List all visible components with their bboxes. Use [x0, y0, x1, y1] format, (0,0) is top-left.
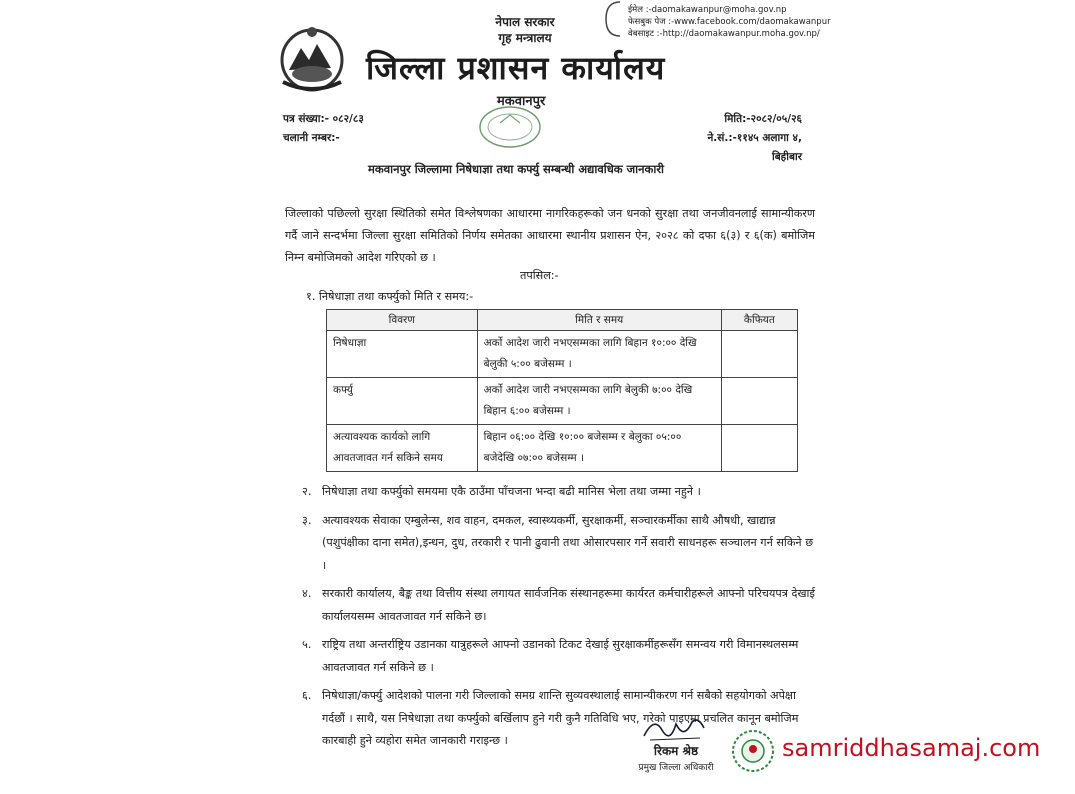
item-number: ३.	[302, 513, 312, 527]
row-description: निषेधाज्ञा	[327, 331, 478, 378]
list-item	[302, 583, 817, 628]
item-text: सरकारी कार्यालय, बैङ्क तथा वित्तीय संस्था लगायत सार्वजनिक संस्थानहरूमा कार्यरत कर्मचारीहरूले आफ्नो परिचयपत्र देखाई कार्यालयसम्म आवतजावत गर्न सकिने छ।	[322, 587, 815, 623]
letter-subject: मकवानपुर जिल्लामा निषेधाज्ञा तथा कर्फ्यु सम्बन्धी अद्यावधिक जानकारी	[368, 162, 665, 176]
item-number: २.	[302, 485, 312, 498]
item-text: निषेधाज्ञा/कर्फ्यु आदेशको पालना गरी जिल्लाको समग्र शान्ति सुव्यवस्थालाई सामान्यीकरण गर्न सबैको सहयोगको अपेक्षा गर्दछौं । साथै, यस निषेधाज्ञा तथा कर्फ्युको बर्खिलाप हुने गरी कुनै गतिविधि भए, गरेको पाइएमा प्रचलित कानून बमोजिम कारबाही हुने व्यहोरा समेत जानकारी गराइन्छ ।	[322, 689, 799, 747]
contact-email: ईमेल :-daomakawanpur@moha.gov.np	[628, 5, 787, 15]
item-text: राष्ट्रिय तथा अन्तर्राष्ट्रिय उडानका यात्रुहरूले आफ्नो उडानको टिकट देखाई सुरक्षाकर्मीहरूसँग समन्वय गरी विमानस्थलसम्म आवतजावत गर्न सकिने छ ।	[322, 638, 799, 674]
list-item	[302, 481, 817, 504]
row-remark	[721, 331, 797, 378]
header-date-time: मिति र समय	[477, 310, 721, 331]
letter-number: पत्र संख्या:- ०८२/८३	[283, 113, 364, 125]
item-number: ४.	[302, 587, 312, 600]
numbered-items	[302, 481, 817, 759]
letter-meta-left	[283, 110, 364, 148]
contact-facebook: फेसबुक पेज :-www.facebook.com/daomakawanpur	[628, 17, 831, 27]
nepal-samvat-date: ने.सं.:-११४५ अलागा ४, बिहीबार	[707, 132, 802, 163]
signatory-name: रिकम श्रेष्ठ	[653, 744, 699, 758]
table-row	[327, 425, 798, 472]
gov-line-1: नेपाल सरकार	[495, 15, 555, 29]
item-text: निषेधाज्ञा तथा कर्फ्युको समयमा एकै ठाउँमा पाँचजना भन्दा बढी मानिस भेला तथा जम्मा नहुने ।	[322, 485, 701, 498]
row-description: अत्यावश्यक कार्यको लागि आवतजावत गर्न सकिने समय	[327, 425, 478, 472]
watermark-text: samriddhasamaj.com	[782, 734, 1041, 762]
row-time: अर्को आदेश जारी नभएसम्मका लागि बिहान १०:०० देखि बेलुकी ५:०० बजेसम्म ।	[477, 331, 721, 378]
gov-line-2: गृह मन्त्रालय	[498, 31, 552, 45]
tapsil-label: तपसिल:-	[520, 269, 559, 282]
row-remark	[721, 378, 797, 425]
table-row	[327, 378, 798, 425]
signature-scribble-icon	[640, 712, 710, 744]
intro-paragraph: जिल्लाको पछिल्लो सुरक्षा स्थितिको समेत विश्लेषणका आधारमा नागरिकहरूको जन धनको सुरक्षा तथा जनजीवनलाई सामान्यीकरण गर्दै जाने सन्दर्भमा जिल्ला सुरक्षा समितिको निर्णय समेतका आधारमा स्थानीय प्रशासन ऐन, २०२८ को दफा ६(३) र ६(क) बमोजिम निम्न बमोजिमको आदेश गरिएको छ ।	[285, 207, 815, 264]
office-place: मकवानपुर	[497, 94, 546, 109]
header-description: विवरण	[327, 310, 478, 331]
office-stamp-icon	[470, 95, 550, 153]
contact-bracket	[600, 0, 624, 38]
row-remark	[721, 425, 797, 472]
signatory-title: प्रमुख जिल्ला अधिकारी	[638, 763, 714, 773]
section-1-heading: १. निषेधाज्ञा तथा कर्फ्युको मिति र समय:-	[306, 290, 474, 303]
list-item	[302, 510, 817, 578]
contact-block	[628, 4, 831, 40]
letter-meta-right	[678, 110, 802, 167]
schedule-table	[326, 309, 798, 472]
row-time: बिहान ०६:०० देखि १०:०० बजेसम्म र बेलुका ०५:०० बजेदेखि ०७:०० बजेसम्म ।	[477, 425, 721, 472]
government-heading	[480, 14, 570, 46]
samriddha-samaj-logo-icon	[730, 728, 776, 774]
header-remarks: कैफियत	[721, 310, 797, 331]
table-row	[327, 331, 798, 378]
office-title: जिल्ला प्रशासन कार्यालय	[366, 49, 666, 87]
item-number: ६.	[302, 689, 312, 702]
dispatch-number: चलानी नम्बर:-	[283, 132, 340, 144]
table-header-row	[327, 310, 798, 331]
item-text: अत्यावश्यक सेवाका एम्बुलेन्स, शव वाहन, दमकल, स्वास्थ्यकर्मी, सुरक्षाकर्मी, सञ्चारकर्मीका साथै औषधी, खाद्यान्न (पशुपंक्षीका दाना समेत),इन्धन, दुध, तरकारी र पानी ढुवानी तथा ओसारपसार गर्ने सवारी साधनहरू सञ्चालन गर्न सकिने छ ।	[322, 513, 814, 572]
nepal-emblem-icon	[275, 22, 349, 94]
letter-date: मिति:-२०८२/०५/२६	[724, 113, 802, 125]
row-time: अर्को आदेश जारी नभएसम्मका लागि बेलुकी ७:०० देखि बिहान ६:०० बजेसम्म ।	[477, 378, 721, 425]
item-number: ५.	[302, 638, 312, 651]
row-description: कर्फ्यु	[327, 378, 478, 425]
list-item	[302, 634, 817, 679]
contact-website: वेबसाइट :-http://daomakawanpur.moha.gov.np/	[628, 29, 820, 39]
